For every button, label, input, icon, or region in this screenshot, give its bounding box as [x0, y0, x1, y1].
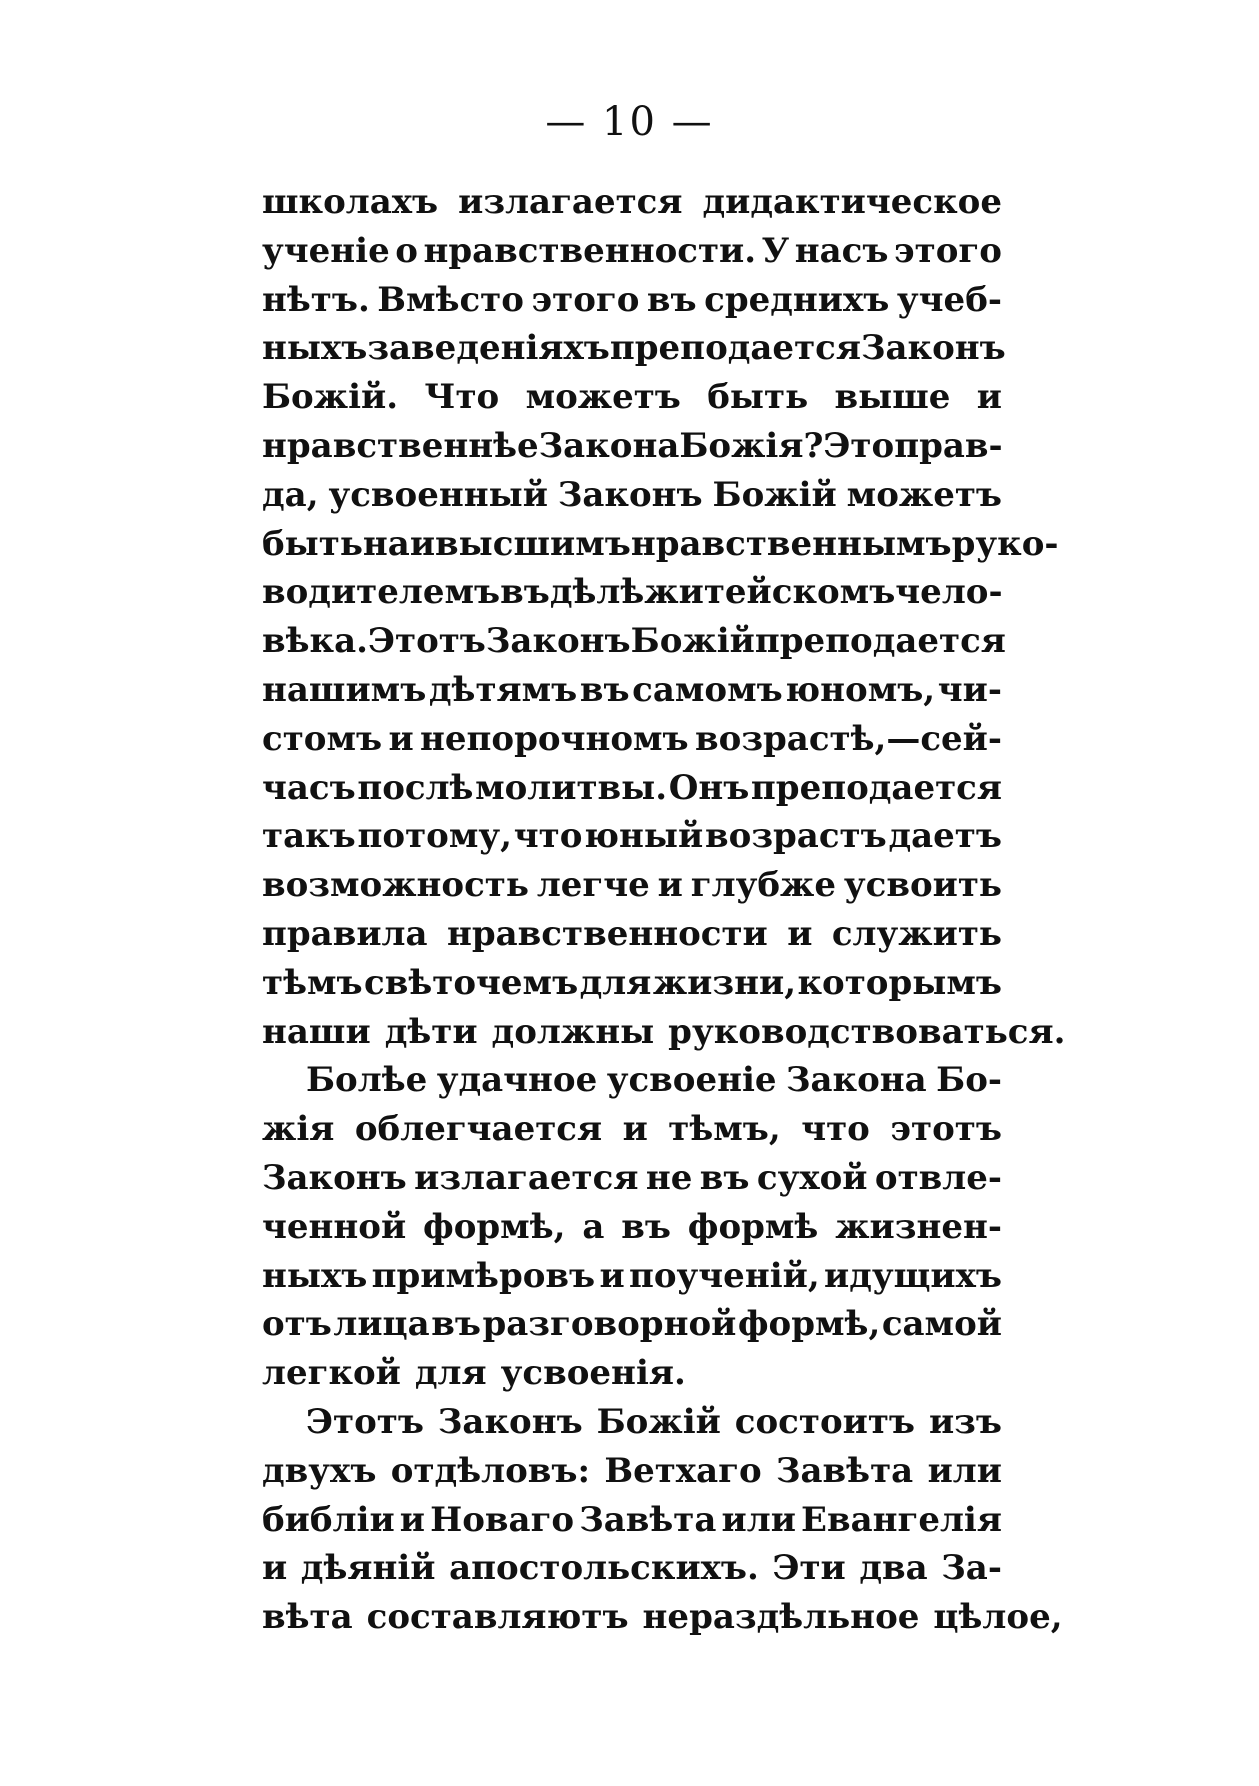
word: учеб- — [896, 279, 1002, 320]
word: излагается — [414, 1157, 639, 1198]
word: и — [388, 718, 414, 759]
word: которымъ — [797, 962, 1002, 1003]
word: этого — [531, 279, 640, 320]
text-line — [262, 227, 1002, 276]
word: удачное — [436, 1060, 598, 1101]
word: водителемъ — [262, 572, 501, 613]
word: житейскомъ — [644, 572, 896, 613]
word: Божій — [630, 621, 755, 662]
body-text — [262, 178, 1066, 1642]
word: Законъ — [437, 1401, 583, 1442]
word: Завѣта — [776, 1450, 914, 1491]
word: быть — [707, 377, 809, 418]
word: для — [579, 962, 652, 1003]
word: Законъ — [860, 328, 1006, 369]
word: или — [927, 1450, 1002, 1491]
word: состоитъ — [734, 1401, 915, 1442]
word: этого — [893, 230, 1002, 271]
word: жизни, — [652, 962, 797, 1003]
word: нераздѣльное — [642, 1597, 920, 1638]
word: апостольскихъ. — [449, 1548, 759, 1589]
word: преподается — [609, 328, 861, 369]
word: чи- — [937, 669, 1002, 710]
text-line — [262, 373, 1002, 422]
word: Законъ — [485, 621, 631, 662]
word: идущихъ — [823, 1255, 1002, 1296]
word: Евангелія — [801, 1499, 1002, 1540]
word: нѣтъ. — [262, 279, 370, 320]
word: излагается — [458, 182, 683, 222]
text-line — [262, 178, 1002, 227]
text-line — [262, 471, 1002, 520]
word: формѣ, — [737, 1304, 881, 1345]
text-line — [262, 1105, 1002, 1154]
word: Болѣе — [306, 1060, 428, 1101]
text-line — [262, 1544, 1002, 1593]
word: въ — [646, 279, 697, 320]
text-line — [262, 1154, 1002, 1203]
word: прав- — [894, 425, 1003, 466]
word: возможность — [262, 865, 529, 906]
word: выше — [834, 377, 951, 418]
word: и — [262, 1548, 288, 1589]
word: нравственности — [446, 913, 768, 954]
text-line — [262, 910, 1002, 959]
word: что — [801, 1109, 870, 1150]
word: усвоенія. — [500, 1353, 686, 1394]
text-line — [262, 666, 1002, 715]
word: служить — [831, 913, 1002, 954]
word: нравственнѣе — [262, 425, 539, 466]
word: легкой — [262, 1353, 401, 1394]
word: о — [395, 230, 418, 271]
text-line — [262, 1447, 1002, 1496]
word: а — [582, 1206, 605, 1247]
word: библіи — [262, 1499, 395, 1540]
word: двухъ — [262, 1450, 377, 1491]
word: Закона — [538, 425, 680, 466]
word: формѣ — [687, 1206, 819, 1247]
text-line — [262, 959, 1002, 1008]
text-line — [262, 764, 1002, 813]
word: отъ — [262, 1304, 332, 1345]
word: лица — [333, 1304, 430, 1345]
word: чело- — [895, 572, 1003, 613]
word: Божій — [596, 1401, 721, 1442]
word: самомъ — [632, 669, 783, 710]
word: составляютъ — [366, 1597, 629, 1638]
word: въ — [500, 572, 550, 613]
word: преподается — [750, 767, 1002, 808]
word: тѣмъ — [262, 962, 363, 1003]
word: такъ — [262, 816, 356, 857]
word: Божій — [712, 474, 837, 515]
word: Вмѣсто — [377, 279, 524, 320]
text-line — [262, 422, 1002, 471]
word: да, — [262, 474, 319, 515]
word: возрастъ — [705, 816, 887, 857]
word: ныхъ — [262, 328, 368, 369]
paragraph — [262, 1398, 1063, 1642]
word: сухой — [756, 1157, 868, 1198]
text-line — [262, 812, 1002, 861]
word: Законъ — [557, 474, 703, 515]
word: насъ — [794, 230, 889, 271]
word: Онъ — [668, 767, 750, 808]
word: поученій, — [628, 1255, 820, 1296]
word: Ветхаго — [604, 1450, 762, 1491]
word: молитвы. — [475, 767, 668, 808]
word: изъ — [928, 1401, 1002, 1442]
word: въ — [621, 1206, 671, 1247]
word: можетъ — [525, 377, 681, 418]
paragraph — [262, 178, 1066, 1056]
word: даетъ — [888, 816, 1002, 857]
word: можетъ — [846, 474, 1002, 515]
word: вѣта — [262, 1597, 353, 1638]
word: быть — [262, 523, 363, 564]
word: Законъ — [262, 1157, 407, 1198]
text-line — [262, 617, 1006, 666]
word: Бо- — [936, 1060, 1002, 1101]
word: формѣ, — [423, 1206, 566, 1247]
word: не — [645, 1157, 693, 1198]
word: школахъ — [262, 182, 439, 222]
word: и — [399, 1499, 426, 1540]
word: Завѣта — [579, 1499, 717, 1540]
word: юномъ, — [785, 669, 936, 710]
word: и — [787, 913, 813, 954]
word: отвле- — [874, 1157, 1002, 1198]
word: или — [721, 1499, 796, 1540]
word: разговорной — [482, 1304, 737, 1345]
word: руко- — [951, 523, 1059, 564]
word: для — [414, 1353, 487, 1394]
text-line — [262, 1300, 1002, 1349]
text-line — [262, 1496, 1002, 1545]
word: послѣ — [357, 767, 474, 808]
word: два — [859, 1548, 928, 1589]
text-line — [262, 1056, 1002, 1105]
word: въ — [431, 1304, 481, 1345]
page-number: — 10 — — [545, 99, 714, 145]
word: нравственности. — [423, 230, 757, 271]
word: Божія? — [679, 425, 824, 466]
word: легче — [536, 865, 650, 906]
text-line — [262, 568, 1002, 617]
word: Что — [424, 377, 500, 418]
word: нашимъ — [262, 669, 427, 710]
word: въ — [579, 669, 630, 710]
word: цѣлое, — [933, 1597, 1063, 1638]
text-line — [262, 1008, 1066, 1057]
text-line — [262, 1398, 1002, 1447]
text-line — [262, 324, 1006, 373]
paragraph — [262, 1056, 1002, 1398]
word: усвоить — [843, 865, 1002, 906]
word: глубже — [690, 865, 836, 906]
word: Божій. — [262, 377, 399, 418]
word: дидактическое — [702, 182, 1002, 222]
word: дѣяній — [300, 1548, 436, 1589]
word: что — [513, 816, 583, 857]
word: стомъ — [262, 718, 383, 759]
word: примѣровъ — [371, 1255, 596, 1296]
word: жія — [262, 1109, 335, 1150]
word: усвоенный — [328, 474, 548, 515]
word: свѣточемъ — [364, 962, 579, 1003]
word: и — [622, 1109, 648, 1150]
word: Закона — [786, 1060, 927, 1101]
word: преподается — [754, 621, 1006, 662]
word: Этотъ — [306, 1401, 424, 1442]
word: заведеніяхъ — [367, 328, 610, 369]
word: непорочномъ — [420, 718, 689, 759]
word: ученіе — [262, 230, 390, 271]
word: дѣтямъ — [428, 669, 578, 710]
word: юный — [584, 816, 704, 857]
text-line — [262, 1593, 1063, 1642]
word: часъ — [262, 767, 356, 808]
word: въ — [699, 1157, 750, 1198]
text-line — [262, 1349, 1002, 1398]
word: нравственнымъ — [630, 523, 952, 564]
text-line — [262, 1252, 1002, 1301]
word: ченной — [262, 1206, 407, 1247]
word: За- — [941, 1548, 1002, 1589]
word: наши — [262, 1011, 371, 1052]
word: Этотъ — [367, 621, 486, 662]
word: среднихъ — [704, 279, 890, 320]
text-line — [262, 276, 1002, 325]
word: дѣти — [384, 1011, 478, 1052]
word: У — [761, 230, 790, 271]
text-line — [262, 1203, 1002, 1252]
word: потому, — [357, 816, 512, 857]
word: и — [599, 1255, 625, 1296]
word: должны — [491, 1011, 655, 1052]
word: и — [976, 377, 1002, 418]
word: усвоеніе — [606, 1060, 777, 1101]
word: дѣлѣ — [549, 572, 645, 613]
word: облегчается — [354, 1109, 603, 1150]
word: Это — [823, 425, 895, 466]
word: ныхъ — [262, 1255, 368, 1296]
word: наивысшимъ — [362, 523, 631, 564]
word: Эти — [772, 1548, 846, 1589]
word: тѣмъ, — [668, 1109, 781, 1150]
word: отдѣловъ: — [390, 1450, 590, 1491]
word: правила — [262, 913, 428, 954]
text-line — [262, 520, 1059, 569]
word: руководствоваться. — [668, 1011, 1066, 1052]
word: возрастѣ,—сей- — [695, 718, 1002, 759]
word: Новаго — [430, 1499, 575, 1540]
word: самой — [881, 1304, 1002, 1345]
text-line — [262, 861, 1002, 910]
word: вѣка. — [262, 621, 368, 662]
text-line — [262, 715, 1002, 764]
word: жизнен- — [835, 1206, 1002, 1247]
word: этотъ — [890, 1109, 1002, 1150]
word: и — [657, 865, 683, 906]
